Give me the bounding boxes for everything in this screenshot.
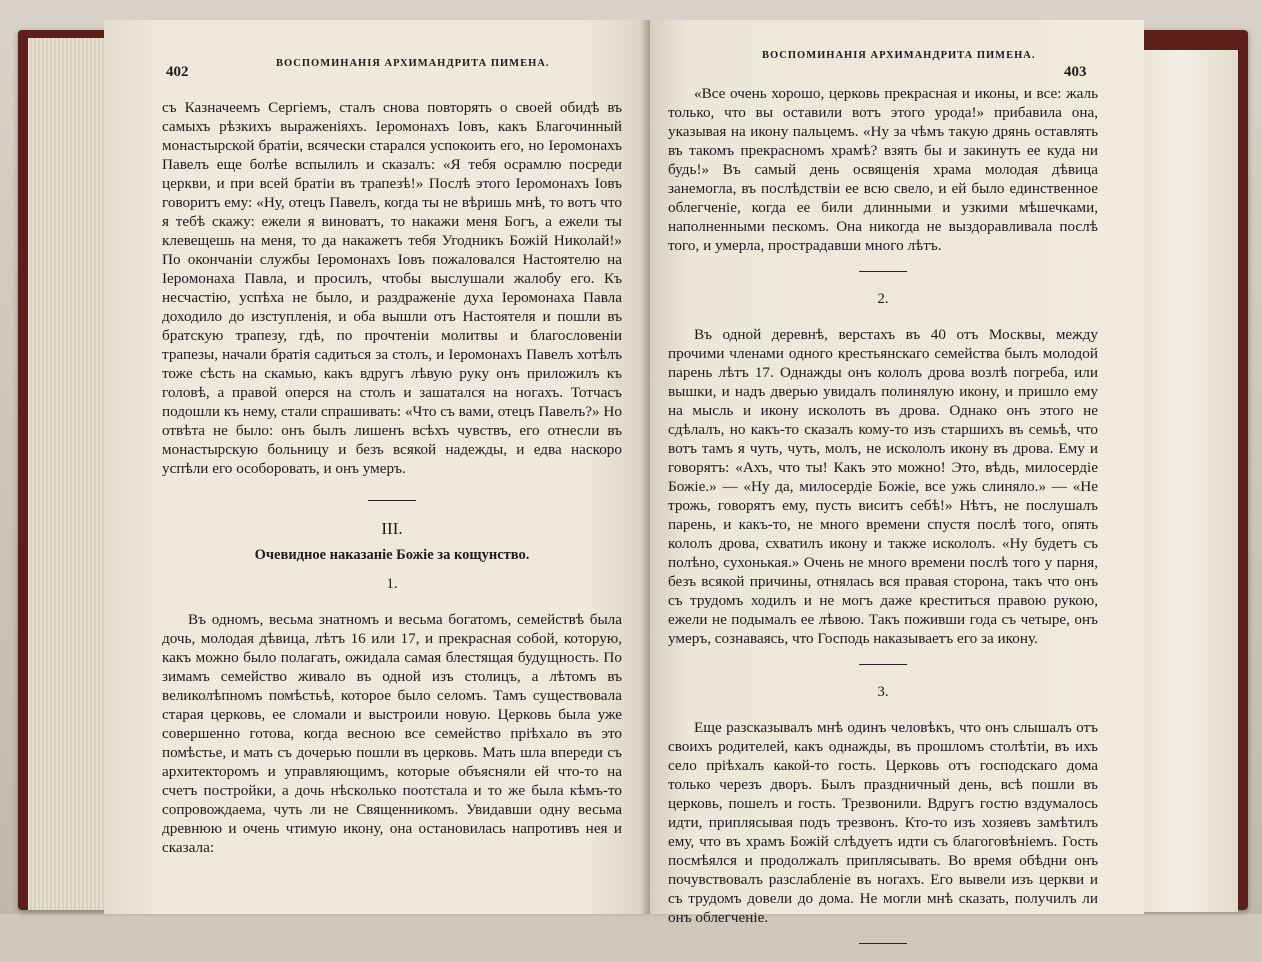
running-header-right: ВОСПОМИНАНІЯ АРХИМАНДРИТА ПИМЕНА. xyxy=(762,50,1036,61)
page-number-left: 402 xyxy=(166,64,189,80)
left-paragraph-1: съ Казначеемъ Сергіемъ, сталъ снова повторять о своей обидѣ въ самыхъ рѣзкихъ выраженіяхъ. Іеромонахъ Іовъ, какъ Благочинный монастырской братіи, всячески старался успокоить его, но Іеромонахъ Павелъ еще болѣе вспылилъ и сказалъ: «Я тебя осрамлю посреди церкви, и при всей братіи въ трапезѣ!» Послѣ этого Іеромонахъ Іовъ говоритъ ему: «Ну, отецъ Павелъ, когда ты не вѣришь мнѣ, то вотъ что я тебѣ скажу: ежели я виноватъ, то накажи меня Богъ, а ежели ты клевещешь на меня, то да накажетъ тебя Угодникъ Божій Николай!» По окончаніи службы Іеромонахъ Іовъ пожаловался Настоятелю на Іеромонаха Павла, и просилъ, чтобы выслушали жалобу его. Къ несчастію, успѣха не было, и раздраженіе духа Іеромонаха Павла доходило до изступленія, и оба вышли отъ Настоятеля и пошли въ братскую трапезу, гдѣ, по прочтеніи молитвы и благословеніи трапезы, начали братія садиться за столъ, и Іеромонахъ Павелъ хотѣлъ тоже сѣсть на скамью, какъ вдругъ лѣвую руку онъ приложилъ къ головѣ, а правой оперся на столъ и зашатался на ногахъ. Тотчасъ подошли къ нему, стали спрашивать: «Что съ вами, отецъ Павелъ?» Но отвѣта не было: онъ былъ лишенъ всѣхъ чувствъ, его отнесли въ монастырскую больницу и безъ всякой надежды, и едва наскоро успѣли его особоровать, и онъ умеръ. xyxy=(162,99,622,477)
page-edges-left xyxy=(28,38,110,910)
section-number: III. xyxy=(381,519,403,538)
running-header-left: ВОСПОМИНАНІЯ АРХИМАНДРИТА ПИМЕНА. xyxy=(276,58,550,69)
divider-1 xyxy=(859,271,907,272)
right-paragraph-3: Еще разсказывалъ мнѣ одинъ человѣкъ, что онъ слышалъ отъ своихъ родителей, какъ однажды, въ прошломъ столѣтіи, въ ихъ село пріѣхалъ какой-то гость. Церковь отъ господскаго дома только черезъ дворъ. Былъ праздничный день, всѣ пошли въ церковь, пошелъ и гость. Трезвонили. Вдругъ гостю вздумалось идти, приплясывая подъ трезвонъ. Кто-то изъ хозяевъ замѣтилъ ему, что въ храмъ Божій слѣдуетъ идти съ благоговѣніемъ. Гость посмѣялся и продолжалъ приплясывать. Во время обѣдни онъ почувствовалъ разслабленіе въ ногахъ. Его вывели изъ церкви и съ трудомъ довели до дома. Не могли мнѣ сказать, получилъ ли онъ облегченіе. xyxy=(668,719,1098,926)
left-page xyxy=(104,20,650,914)
right-paragraph-1: «Все очень хорошо, церковь прекрасная и иконы, и все: жаль только, что вы оставили вотъ этого урода!» прибавила она, указывая на икону пальцемъ. «Ну за чѣмъ такую дрянь оставлять въ такомъ прекрасномъ храмѣ? взять бы и закинуть ее куда ни будь!» Въ самый день освященія храма молодая дѣвица занемогла, въ послѣдствіи ее всю свело, и ей было единственное облегченіе, когда ее били длинными и узкими мѣшечками, наполненными пескомъ. Она никогда не выздоравливала послѣ того, и умерла, прострадавши много лѣтъ. xyxy=(668,85,1098,254)
subsection-number-1: 1. xyxy=(386,576,398,592)
right-text-block xyxy=(668,84,1098,962)
left-text-block xyxy=(162,98,622,857)
divider-2 xyxy=(859,664,907,665)
section-title: Очевидное наказаніе Божіе за кощунство. xyxy=(254,547,530,563)
left-paragraph-2: Въ одномъ, весьма знатномъ и весьма богатомъ, семействѣ была дочь, молодая дѣвица, лѣтъ 16 или 17, и прекрасная собой, которую, какъ можно было полагать, ожидала самая блестящая будущность. По зимамъ семейство живало въ одной изъ столицъ, а лѣтомъ въ великолѣпномъ помѣстьѣ, которое было селомъ. Тамъ существовала старая церковь, ее сломали и выстроили новую. Церковь была уже совершенно готова, когда весною все семейство пріѣхало въ это помѣстье, и мать съ дочерью пошли въ церковь. Мать шла впереди съ архитекторомъ и управляющимъ, которые объясняли ей что-то на счетъ постройки, а дочь нѣсколько поотстала и то же была кѣмъ-то сопровождаема, чуть ли не Священникомъ. Увидавши одну весьма древнюю и очень чтимую икону, она остановилась напротивъ нея и сказала: xyxy=(162,611,622,856)
section-divider xyxy=(368,500,416,501)
subsection-number-2: 2. xyxy=(877,291,889,307)
page-edges-right xyxy=(1140,50,1238,912)
right-page xyxy=(650,20,1144,926)
right-paragraph-2: Въ одной деревнѣ, верстахъ въ 40 отъ Москвы, между прочими членами одного крестьянскаго семейства былъ молодой парень лѣтъ 17. Однажды онъ кололъ дрова возлѣ погреба, или вышки, и надъ дверью увидалъ полинялую икону, и пришло ему на мысль и икону исколоть въ дрова. Однако онъ этого не сдѣлалъ, но какъ-то сказалъ кому-то изъ старшихъ въ семьѣ, что вотъ тамъ я чуть, чуть, молъ, не искололъ икону въ дрова. Ему и говорятъ: «Ахъ, что ты! Какъ это можно! Это, вѣдь, милосердіе Божіе.» — «Ну да, милосердіе Божіе, все ужь слиняло.» — «Не трожь, говорятъ ему, пусть виситъ себѣ!» Нѣтъ, не послушалъ парень, и какъ-то, не много времени спустя послѣ того, опять кололъ дрова, схватилъ икону и также искололъ. «Ну будетъ съ полѣно, сухонькая.» Очень не много времени послѣ того у парня, безъ всякой причины, отнялась вся правая сторона, такъ что онъ съ трудомъ ходилъ и не могъ даже креститься правою рукою, ежели не подымалъ ее лѣвою. Такъ поживши года съ четыре, онъ умеръ, сознаваясь, что Господь наказываетъ его за икону. xyxy=(668,326,1098,647)
divider-3 xyxy=(859,943,907,944)
page-number-right: 403 xyxy=(1064,64,1087,80)
subsection-number-3: 3. xyxy=(877,684,889,700)
